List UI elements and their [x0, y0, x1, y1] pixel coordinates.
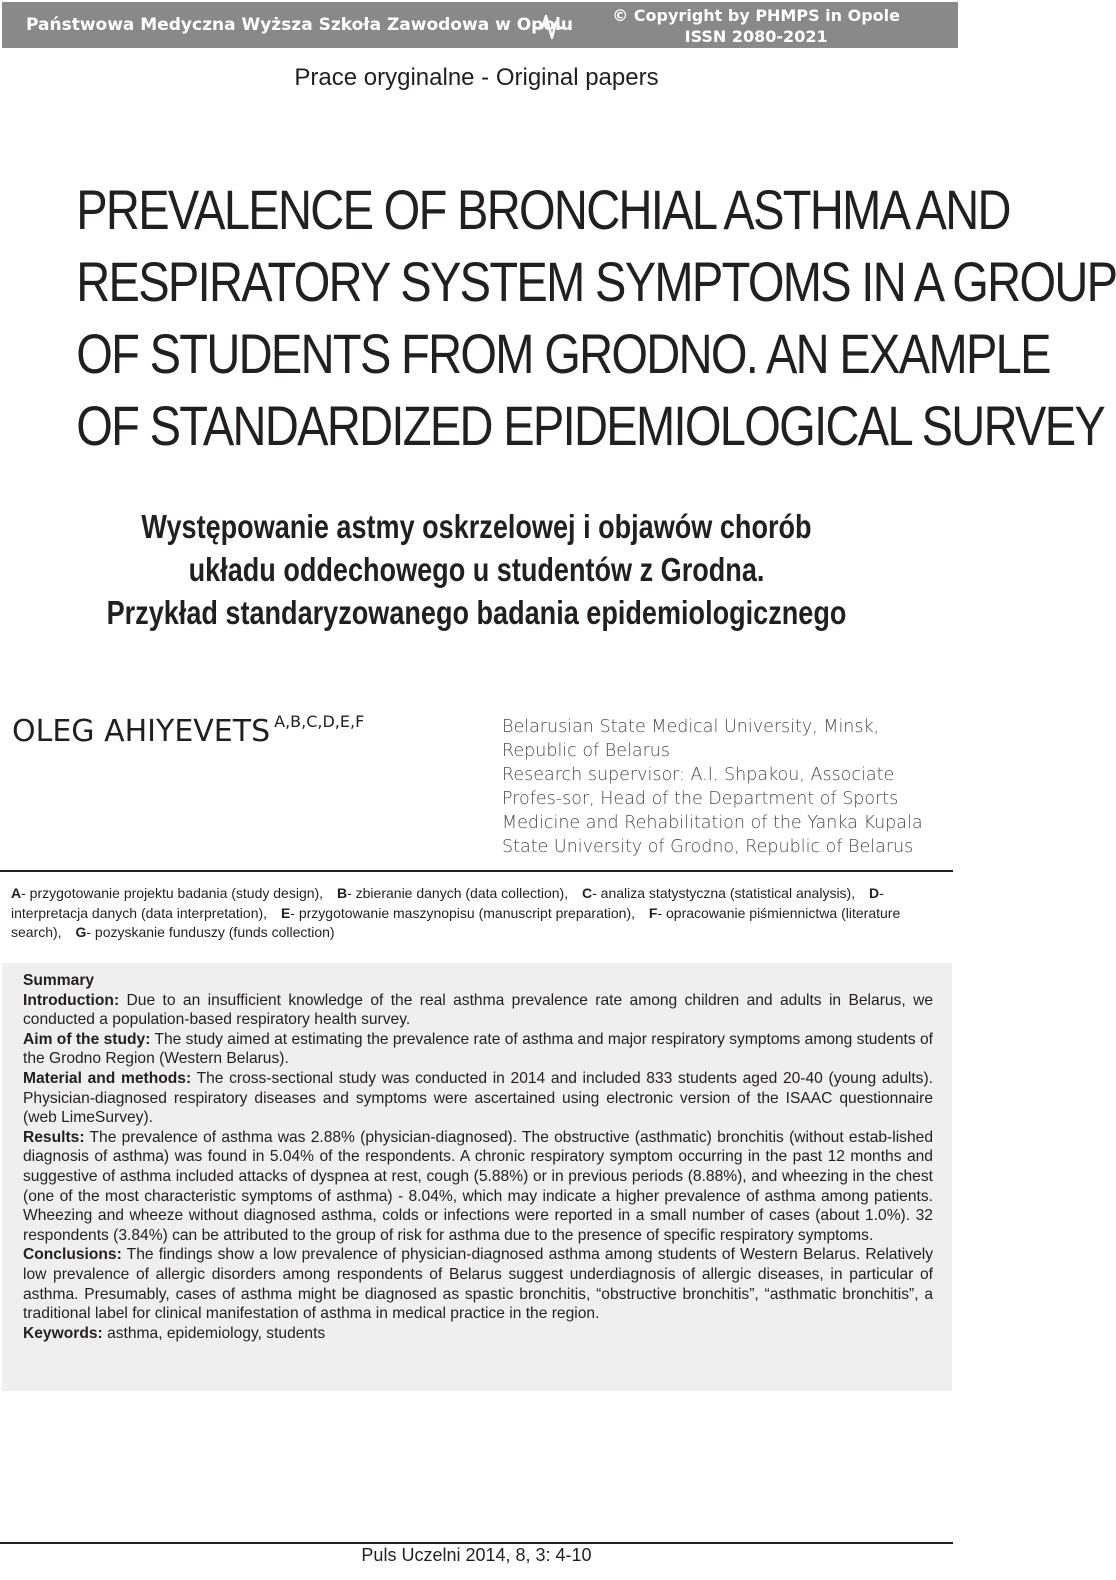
- contribution-item: G- pozyskanie funduszy (funds collection): [75, 924, 335, 940]
- affiliation-supervisor: Research supervisor: A.I. Shpakou, Associate Profes-sor, Head of the Department of Sports Medicine and Rehabilitation of the Yanka Kupala State University of Grodno, Republic of Belarus: [502, 765, 923, 857]
- contribution-item: F- opracowanie piśmiennictwa (literature search),: [11, 904, 901, 940]
- title-english-line: OF STANDARDIZED EPIDEMIOLOGICAL SURVEY: [76, 394, 1105, 457]
- affiliation-institution: Belarusian State Medical University, Minsk, Republic of Belarus: [502, 717, 880, 761]
- title-english-line: PREVALENCE OF BRONCHIAL ASTHMA AND: [76, 178, 1010, 241]
- title-polish-line: Przykład standaryzowanego badania epidemiologicznego: [106, 594, 847, 631]
- contribution-item: B- zbieranie danych (data collection),: [336, 885, 569, 901]
- contributions-legend: [11, 884, 949, 943]
- divider-rule: [0, 870, 953, 872]
- contribution-item: E- przygotowanie maszynopisu (manuscript preparation),: [280, 904, 635, 921]
- footer-rule: [0, 1542, 953, 1544]
- contribution-item: D- interpretacja danych (data interpretation),: [11, 885, 884, 921]
- summary-introduction: Introduction: Due to an insufficient knowledge of the real asthma prevalence rate among children and adults in Belarus, we conducted a population-based respiratory health survey.: [23, 991, 933, 1029]
- header-copyright-block: [612, 5, 900, 47]
- summary-results: Results: The prevalence of asthma was 2.88% (physician-diagnosed). The obstructive (asthmatic) bronchitis (without estab-lished diagnosis of asthma) was found in 5.04% of the respondents. A chronic respiratory symptom occurring in the past 12 months and suggestive of asthma included attacks of dyspnea at rest, cough (5.88%) or in previous periods (8.88%), and wheezing in the chest (one of the most characteristic symptoms of asthma) - 8.04%, which may indicate a higher prevalence of asthma among patients. Wheezing and wheeze without diagnosed asthma, colds or infections were reported in a small number of cases (about 1.0%). 32 respondents (3.84%) can be attributed to the group of risk for asthma due to the presence of specific respiratory symptoms.: [23, 1128, 933, 1244]
- summary: [23, 971, 933, 1343]
- summary-aim: Aim of the study: The study aimed at estimating the prevalence rate of asthma and major respiratory symptoms among students of the Grodno Region (Western Belarus).: [23, 1030, 933, 1068]
- affiliation: [502, 715, 947, 859]
- title-english: [76, 174, 1116, 462]
- title-english-line: RESPIRATORY SYSTEM SYMPTOMS IN A GROUP: [76, 250, 1116, 313]
- pulse-line-icon: [532, 8, 568, 42]
- title-english-line: OF STUDENTS FROM GRODNO. AN EXAMPLE: [76, 322, 1050, 385]
- footer-citation: Puls Uczelni 2014, 8, 3: 4-10: [361, 1545, 592, 1565]
- title-polish-line: Występowanie astmy oskrzelowej i objawów chorób: [141, 508, 812, 545]
- summary-keywords: Keywords: asthma, epidemiology, students: [23, 1324, 326, 1342]
- section-label: Prace oryginalne - Original papers: [294, 64, 659, 91]
- summary-heading: Summary: [23, 972, 95, 989]
- header-institution: Państwowa Medyczna Wyższa Szkoła Zawodowa w Opolu: [26, 15, 573, 35]
- journal-header-bar: [2, 2, 958, 48]
- title-polish: [86, 505, 867, 634]
- header-issn: ISSN 2080-2021: [684, 27, 828, 46]
- contribution-item: C- analiza statystyczna (statistical analysis),: [582, 885, 856, 901]
- summary-methods: Material and methods: The cross-sectional study was conducted in 2014 and included 833 students aged 20-40 (young adults). Physician-diagnosed respiratory diseases and symptoms were ascertained using electronic version of the ISAAC questionnaire (web LimeSurvey).: [23, 1069, 933, 1127]
- contribution-item: A- przygotowanie projektu badania (study design),: [11, 885, 324, 901]
- title-polish-line: układu oddechowego u studentów z Grodna.: [188, 551, 765, 588]
- header-copyright: © Copyright by PHMPS in Opole: [612, 6, 900, 25]
- author-roles: A,B,C,D,E,F: [274, 712, 365, 731]
- author-name: OLEG AHIYEVETS: [12, 714, 271, 749]
- summary-conclusions: Conclusions: The findings show a low prevalence of physician-diagnosed asthma among students of Western Belarus. Relatively low prevalence of allergic disorders among respondents of Belarus suggest underdiagnosis of allergic diseases, in particular of asthma. Presumably, cases of asthma might be diagnosed as spastic bronchitis, “obstructive bronchitis”, “asthmatic bronchitis”, a traditional label for clinical manifestation of asthma in medical practice in the region.: [23, 1246, 933, 1323]
- author: [12, 712, 364, 749]
